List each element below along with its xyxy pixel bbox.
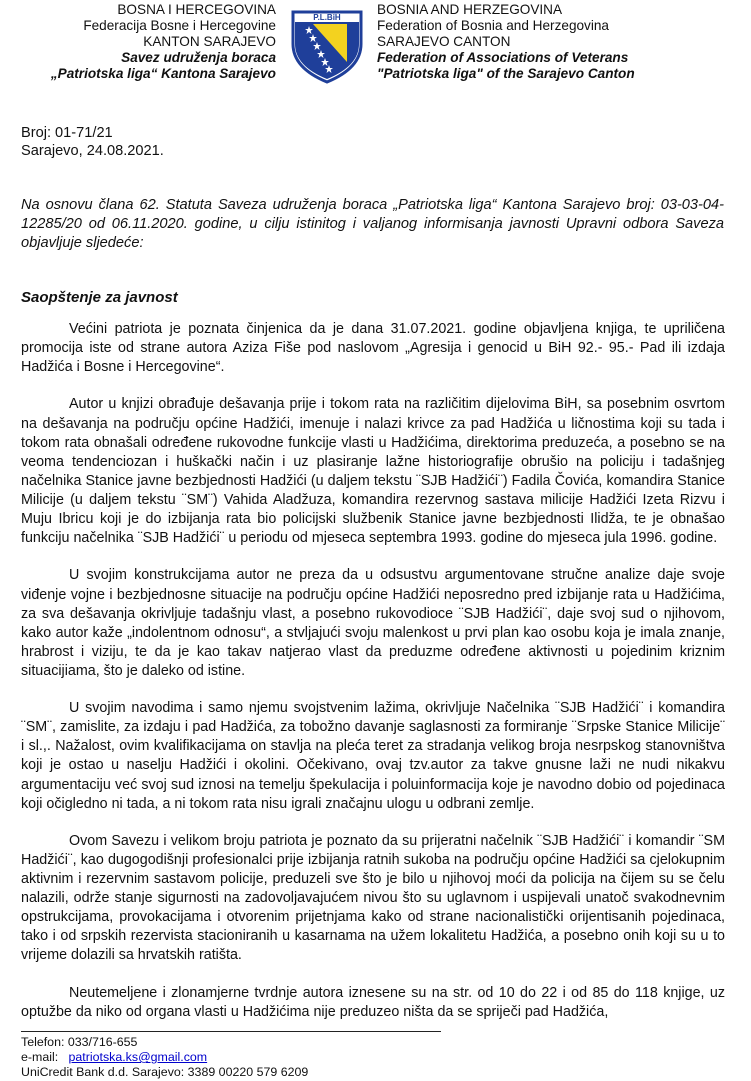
letterhead (0, 0, 751, 90)
organization-subtitle-bs: „Patriotska liga“ Kantona Sarajevo (50, 66, 276, 81)
letterhead-left (0, 2, 276, 82)
canton-name-bs: KANTON SARAJEVO (143, 34, 276, 49)
footer-divider (21, 1031, 441, 1032)
letterhead-right (377, 2, 747, 82)
patriotska-liga-emblem (287, 2, 367, 84)
footer-email-link[interactable]: patriotska.ks@gmail.com (68, 1050, 208, 1065)
footer-bank: UniCredit Bank d.d. Sarajevo: 3389 00220 579 6209 (21, 1065, 309, 1080)
federation-name-bs: Federacija Bosne i Hercegovine (83, 18, 276, 33)
country-name-en: BOSNIA AND HERZEGOVINA (377, 2, 563, 17)
footer-phone: Telefon: 033/716-655 (21, 1035, 138, 1049)
document-heading: Saopštenje za javnost (21, 289, 178, 306)
body-paragraph: Autor u knjizi obrađuje dešavanja prije i tokom rata na različitim dijelovima BiH, sa posebnim osvrtom na dešavanja na području općine Hadžići, imenuje i nalazi krivce za pad Hadžića u ličnostima koji su tada i tokom rata obnašali određene rukovodne funkcije vlasti u Hadžićima, direktorima preduzeća, a posebno se na veoma tendenciozan i huškački način i uz plasiranje lažne historiografije obrušio na policiju i tadašnjeg načelnika Stanice javne bezbjednosti Hadžići (u daljem tekstu ¨SJB Hadžići¨) Fadila Čovića, komandira Stanice Milicije (u daljem tekstu ¨SM¨) Vahida Aladžuza, komandira rezervnog sastava milicije Hadžići Izeta Rizvu i Muju Ibricu koji je do izbijanja rata bio policijski službenik Stanice javne bezbjednosti Ilidža, te je obnašao funkciju načelnika ¨SJB Hadžići¨ u periodu od mjeseca septembra 1993. godine do mjeseca jula 1996. godine. (21, 396, 725, 547)
emblem-lettering: P.L.BiH (313, 13, 341, 22)
body-paragraph: Ovom Savezu i velikom broju patriota je poznato da su prijeratni načelnik ¨SJB Hadžići¨ i komandir ¨SM Hadžići¨, kao dugogodišnji profesionalci prije izbijanja ratnih sukoba na području općine Hadžići sa cjelokupnim aktivnim i rezervnim sastavom policije, preduzeli sve što je bilo u njihovoj moći da policija na čijem su se čelu nalazili, održe stanje sigurnosti na zadovoljavajućem nivou što su uglavnom i uspijevali unatoč svakodnevnim opstrukcijama, provokacijama i otvorenim prijetnjama kako od strane nacionalistički orijentisanih pojedinaca, tako i od srpskih rezervista stacioniranih u kasarnama na užem lokalitetu Hadžića, a posebno onih koji su u to vrijeme dolazili sa hrvatskih ratišta. (21, 832, 725, 964)
canton-name-en: SARAJEVO CANTON (377, 34, 511, 49)
country-name-bs: BOSNA I HERCEGOVINA (117, 2, 276, 17)
body-paragraph: U svojim navodima i samo njemu svojstvenim lažima, okrivljuje Načelnika ¨SJB Hadžići¨ i komandira ¨SM¨, zamislite, za izdaju i pad Hadžića, za tobožno davanje saglasnosti za formiranje ¨Srpske Stanice Milicije¨ i sl.,. Nažalost, ovim kvalifikacijama on stavlja na pleća teret za stradanja velikog broja nesrpskog stanovništva koji je ostao u naselju Hadžići i okolini. Očekivano, ovaj tzv.autor za takve gnusne laži ne nudi nikakvu argumentaciju već svoj sud iznosi na temelju špekulacija i poluinformacija koje je navodno dobio od pojedinaca koji očigledno ni tada, a ni tokom rata nisu igrali značajnu ulogu u odbrani zemlje. (21, 700, 725, 812)
document-meta (21, 124, 164, 160)
document-number: Broj: 01-71/21 (21, 125, 113, 141)
organization-name-bs: Savez udruženja boraca (121, 50, 276, 65)
organization-name-en: Federation of Associations of Veterans (377, 50, 629, 65)
body-paragraph: U svojim konstrukcijama autor ne preza da u odsustvu argumentovane stručne analize daje svoje viđenje vojne i bezbjednosne situacije na području općine Hadžići neposredno pred izbijanje rata u Hadžićima, za sva dešavanja okrivljuje tadašnju vlast, a posebno rukovodioce ¨SJB Hadžići¨, daje svoj sud o njihovom, kako autor kaže „indolentnom odnosu“, a stvljajući svoju malenkost u prvi plan kao osobu koja je imala znanje, hrabrost i viziju, te da je kao takav natjerao vlast da preduzme određene aktivnosti u pojedinim kriznim situacijiama, što je daleko od istine. (21, 567, 725, 679)
intro-paragraph: Na osnovu člana 62. Statuta Saveza udruženja boraca „Patriotska liga“ Kantona Sarajevo broj: 03-03-04-12285/20 od 06.11.2020. godine, u cilju istinitog i valjanog informisanja javnosti Upravni odbora Saveza objavljuje sljedeće: (21, 197, 724, 251)
document-body (21, 320, 725, 1040)
document-place-date: Sarajevo, 24.08.2021. (21, 143, 164, 159)
footer (21, 1035, 308, 1081)
footer-email-label: e-mail: (21, 1050, 59, 1065)
organization-subtitle-en: "Patriotska liga" of the Sarajevo Canton (377, 66, 635, 81)
federation-name-en: Federation of Bosnia and Herzegovina (377, 18, 609, 33)
body-paragraph: Neutemeljene i zlonamjerne tvrdnje autora iznesene su na str. od 10 do 22 i od 85 do 118 knjige, uz optužbe da niko od organa vlasti u Hadžićima nije preduzeo ništa da se spriječi pad Hadžića, (21, 984, 725, 1020)
body-paragraph: Većini patriota je poznata činjenica da je dana 31.07.2021. godine objavljena knjiga, te upriličena promocija iste od strane autora Aziza Fiše pod naslovom „Agresija i genocid u BiH 92.- 95.- Pad ili izdaja Hadžića i Bosne i Hercegovine“. (21, 321, 725, 376)
footer-email-row (21, 1050, 308, 1065)
